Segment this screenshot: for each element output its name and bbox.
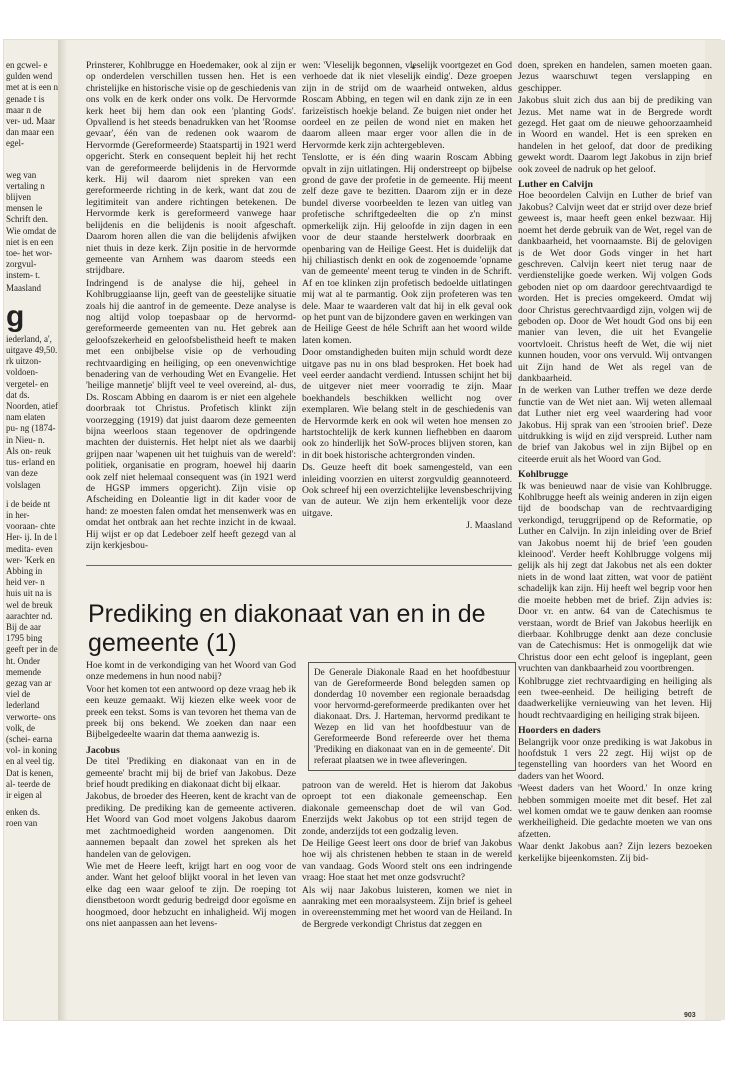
article-headline: Prediking en diakonaat van en in de gemeente (1): [88, 600, 486, 657]
section-divider: [86, 565, 512, 566]
left-strip-text: enken ds. roen van: [6, 807, 40, 829]
paragraph: Als wij naar Jakobus luisteren, komen we niet in aanraking met een moraalsysteem. Zijn brief is geheel in overeenstemming met het woord van de Heiland. In de Bergrede verkondigt Christus dat zeggen en: [302, 884, 512, 930]
paragraph: Ik was benieuwd naar de visie van Kohlbrugge. Kohlbrugge heeft als weinig anderen in zijn eigen tijd de boodschap van de rechtvaardiging verkondigd, teruggrijpend op de Reformatie, op Luther en Calvijn. In zijn inleiding over de Brief van Jakobus noemt hij de brief 'een gouden kleinood'. Verder heeft Kohlbrugge volgens mij gelijk als hij zegt dat Jakobus net als een dokter niets in de wond laat zitten, wat voor de patiënt schadelijk kan zijn. Hij heeft wel begrip voor hen die moeite hebben met de brief. Zijn advies is: Door vr. en antw. 64 van de Catechismus te verstaan, wordt de Brief van Jakobus heerlijk en dierbaar. Kohlbrugge denkt aan deze conclusie van de Catechismus: Het is onmogelijk dat wie Christus door een echt geloof is ingeplant, geen vruchten van dankbaarheid zou voortbrengen.: [518, 480, 712, 675]
subheading-jacobus: Jacobus: [86, 744, 120, 756]
paragraph: Jakobus, de broeder des Heeren, kent de kracht van de prediking. De prediking kan de gemeente activeren. Het Woord van God moet volgens Jakobus daarom met zachtmoedigheid worden aangenomen. Dit aannemen bepaalt dan zowel het spreken als het handelen van de gelovigen.: [86, 791, 296, 860]
paragraph: doen, spreken en handelen, samen moeten gaan. Jezus waarschuwt tegen verslapping en geschipper.: [518, 60, 712, 94]
review-column-1: [86, 60, 296, 551]
paragraph: Indringend is de analyse die hij, geheel in Kohlbruggiaanse lijn, geeft van de geestelijke situatie zoals hij die aantrof in de gemeente. Deze analyse is nog altijd volop toepasbaar op de hervormd-gereformeerde gemeenten van nu. Het gebrek aan geloofszekerheid en geloofsbelistheid heeft te maken met een onbijbelse visie op de verhouding rechtvaardiging en heiliging, op een onevenwichtige benadering van de verhouding Wet en Evangelie. Het 'heilige mannetje' blijft veel te veel overeind, al- dus, Ds. Roscam Abbing en daarom is er niet een algehele doorbraak tot Christus. Profetisch klinkt zijn voorzegging (1919) dat juist daarom deze gemeenten bijna weerloos staan tegenover de opdringende machten der duisternis. Het helpt niet als we daarbij grijpen naar 'wapenen uit het tuighuis van de wereld': politiek, organisatie en program, hoewel hij daarin ook zelf niet helemaal consequent was (in 1921 werd de HGSP immers opgericht). Zijn visie op Afscheiding en Doleantie ligt in dit kader voor de hand: ze moesten falen omdat het mensenwerk was en omdat het ontbrak aan het rechte inzicht in de kwaal. Hij wijst er op dat Ledeboer zelf heeft gezegd van al zijn kerkjesbou-: [86, 277, 296, 552]
left-strip-text: i de beide nt in her- vooraan- chte Her- ij. In de l medita- even wer- 'Kerk en Abbing in heid ver- n huis uit na is wel de breuk aarachter nd. Bij de aar 1795 bing geeft per in de ht. Onder memende gezag van ar viel de lederland verworte- ons volk, de (schei- earna vol- in koning en al veel tig. Dat is kenen, al- teerde de ir eigen al: [6, 498, 58, 800]
page-gutter: [58, 40, 68, 1020]
intro-box: De Generale Diakonale Raad en het hoofdbestuur van de Gereformeerde Bond belegden samen op donderdag 10 november een regionale beraadsdag voor hervormd-gereformeerde predikanten over het diakonaat. Drs. J. Harteman, hervormd predikant te Wezep en lid van het hoofdbestuur van de Gereformeerde Bond refereerde over het thema 'Prediking en diakonaat van en in de gemeente'. Dit referaat plaatsen we in twee afleveringen.: [308, 662, 516, 771]
page-number: 903: [684, 1012, 696, 1019]
subheading-luther-calvijn: Luther en Calvijn: [518, 179, 593, 191]
article-column-1: [86, 660, 296, 929]
article-column-2: [302, 780, 512, 930]
paragraph: wen: 'Vleselijk begonnen, vleselijk voortgezet en God verhoede dat ik niet vleselijk eindig'. Deze groepen zijn in de strijd om de waarheid ontweken, aldus Roscam Abbing, en tegen wil en dank zijn ze in een farizeïstisch hoekje beland. Ze buigen niet onder het oordeel en ze peilen de wond niet en maken het daarom alleen maar erger voor allen die in de Hervormde kerk zijn achtergebleven.: [302, 60, 512, 151]
paragraph: Belangrijk voor onze prediking is wat Jakobus in hoofdstuk 1 vers 22 zegt. Hij wijst op de tegenstelling van hoorders van het Woord en daders van het Woord.: [518, 736, 712, 782]
paragraph: In de werken van Luther treffen we deze derde functie van de Wet niet aan. Wij weten allemaal dat Luther niet erg veel waardering had voor Jakobus. Hij sprak van een 'strooien brief'. Deze uitdrukking is wijd en zijd verspreid. Luther nam de brief van Jakobus wel in zijn Bijbel op en citeerde eruit als het Woord van God.: [518, 385, 712, 465]
paragraph: Door omstandigheden buiten mijn schuld wordt deze uitgave pas nu in ons blad besproken. Het boek had veel eerder aandacht verdiend. Intussen schijnt het bij de uitgever niet meer voorradig te zijn. Maar boekhandels beschikken wellicht nog over exemplaren. Wie belang stelt in de geschiedenis van de Hervormde kerk en ook wil weten hoe mensen zo hartstochtelijk de kerk kunnen liefhebben en daarom ook zo hinderlijk het SoW-proces blijven storen, kan in dit boek historische achtergronden vinden.: [302, 347, 512, 461]
left-strip-text: weg van vertaling n blijven mensen le Schrift den. Wie omdat de niet is en een toe- het wor- zorgvul- instem- t.: [6, 169, 57, 281]
paragraph: Prinsterer, Kohlbrugge en Hoedemaker, ook al zijn er op onderdelen verschillen tussen hen. Het is een christelijke en historische visie op de geschiedenis van ons volk en de kerk onder ons volk. De Hervormde kerk heet bij hem dan ook een 'planting Gods'. Opvallend is het steeds benadrukken van het 'Roomse gevaar', één van de redenen ook waarom de Hervormde (Gereformeerde) Staatspartij in 1921 werd opgericht. Sterk en consequent bepleit hij het recht van de gereformeerde belijdenis in de Hervormde kerk. Hij wil daarom niet spreken van een gereformeerde richting in de kerk, want dat zou de legitimiteit van andere richtingen betekenen. De Hervormde kerk is gereformeerd vanwege haar belijdenis en die belijdenis is nooit afgeschaft. Daarom horen allen die van die belijdenis afwijken niet thuis in deze kerk. Zijn positie in de hervormde gemeente van Arnhem was daarom steeds een strijdbare.: [86, 60, 296, 277]
left-strip-heading-fragment: g: [6, 299, 25, 333]
subheading-hoorders-daders: Hoorders en daders: [518, 725, 601, 737]
paragraph: Hoe komt in de verkondiging van het Woord van God onze medemens in hun nood nabij?: [86, 660, 296, 683]
review-signature: J. Maasland: [466, 520, 512, 532]
paragraph: patroon van de wereld. Het is hierom dat Jakobus oproept tot een diakonale gemeenschap. Een diakonale gemeenschap doet de wil van God. Enerzijds wekt Jakobus op tot een strijd tegen de zonde, anderzijds tot een godzalig leven.: [302, 780, 512, 837]
paragraph: De titel 'Prediking en diakonaat van en in de gemeente' bracht mij bij de brief van Jakobus. Deze brief houdt prediking en diakonaat dicht bij elkaar.: [86, 756, 296, 791]
paragraph: Tenslotte, er is één ding waarin Roscam Abbing opvalt in zijn uitlatingen. Hij onderstreept op bijbelse grond de gave der profetie in de gemeente. Hij meent zelf deze gave te bezitten. Daarom zijn er in deze bundel diverse voorbeelden te lezen van uitleg van profetische schriftgedeelten die op z'n minst opmerkelijk zijn. Hij geloofde in zijn dagen in een voor de deur staande herstelwerk doorbraak en openbaring van de Heilige Geest. Het is duidelijk dat hij chiliastisch denkt en ook de zogenoemde 'opname van de gemeente' meent terug te vinden in de Schrift. Af en toe klinken zijn profetisch bedoelde uitlatingen mij wat al te parmantig. Ook zijn profeteren was ten dele. Maar te waarderen valt dat hij in elk geval ook op het punt van de bijzondere gaven en werkingen van de Heilige Geest de héle Schrift aan het woord wilde laten komen.: [302, 152, 512, 346]
paragraph: Wie met de Heere leeft, krijgt hart en oog voor de ander. Want het geloof blijkt vooral in het leven van elke dag een waar geloof te zijn. De roeping tot dienstbetoon wordt gedurig bedreigd door egoïsme en hoogmoed, door hebzucht en inhaligheid. Wij mogen ons niet aanpassen aan het levens-: [86, 860, 296, 929]
paragraph: Hoe beoordelen Calvijn en Luther de brief van Jakobus? Calvijn weet dat er strijd over deze brief geweest is, maar heeft geen enkel bezwaar. Hij noemt het derde gebruik van de Wet, regel van de dankbaarheid, het voornaamste. Bij de gelovigen is de Wet door Gods vinger in het hart geschreven. Calvijn keert niet terug naar de verdienstelijke goede werken. Wij volgen Gods geboden niet op om daardoor gerechtvaardigd te worden. Het is precies omgekeerd. Omdat wij door Christus gerechtvaardigd zijn, volgen wij de geboden op. Door de Wet houdt God ons bij een manier van leven, die uit het Evangelie voortvloeit. Christus heeft de Wet, die wij niet kunnen houden, voor ons vervuld. Wij ontvangen uit Zijn hand de Wet als regel van de dankbaarheid.: [518, 190, 712, 384]
paragraph: Waar denkt Jakobus aan? Zijn lezers bezoeken kerkelijke bijeenkomsten. Zij bid-: [518, 841, 712, 864]
left-strip-signature: Maasland: [6, 282, 41, 293]
left-strip-column: [6, 60, 58, 830]
left-strip-text: en gcwel- e gulden wend met at is een n genade t is maar n de ver- ud. Maar dan maar een egel-: [6, 60, 58, 149]
article-column-3: [518, 60, 712, 864]
paragraph: De Heilige Geest leert ons door de brief van Jakobus hoe wij als christenen hebben te staan in de wereld van vandaag. Gods Woord stelt ons een indringende vraag: Hoe staat het met onze godsvrucht?: [302, 838, 512, 884]
left-strip-text: iederland, a', uitgave 49,50. rk uitzon- voldoen- vergetel- en dat ds. Noorden, atief nam elaten pu- ng (1874- in Nieu- n. Als on- reuk tus- erland en van deze volslagen: [6, 333, 58, 490]
subheading-kohlbrugge: Kohlbrugge: [518, 469, 569, 481]
paragraph: Ds. Geuze heeft dit boek samengesteld, van een inleiding voorzien en uiterst zorgvuldig geannoteerd. Ook schreef hij een overzichtelijke levensbeschrijving van de auteur. We zijn hem erkentelijk voor deze uitgave.: [302, 462, 512, 519]
paragraph: Voor het komen tot een antwoord op deze vraag heb ik een keuze gemaakt. Wij kiezen elke week voor de preek een tekst. Soms is van tevoren het thema van de preek bij ons bekend. We zoeken dan naar een Bijbelgedeelte waarin dat thema aanwezig is.: [86, 683, 296, 741]
paragraph: Jakobus sluit zich dus aan bij de prediking van Jezus. Met name wat in de Bergrede wordt gezegd. Het gaat om de nieuwe gehoorzaamheid in Woord en wandel. Het is een spreken en handelen in het geloof, dat door de prediking gewekt wordt. Daarom legt Jakobus in zijn brief ook zoveel de nadruk op het geloof.: [518, 95, 712, 175]
paragraph: Kohlbrugge ziet rechtvaardiging en heiliging als een twee-eenheid. De heiliging betreft de daadwerkelijke vernieuwing van het leven. Hij houdt rechtvaardiging en heiliging strak bijeen.: [518, 675, 712, 721]
paragraph: 'Weest daders van het Woord.' In onze kring hebben sommigen moeite met dit besef. Het zal wel komen omdat we te gauw denken aan roomse werkheiligheid. Die gedachte moeten we van ons afzetten.: [518, 783, 712, 840]
review-column-2: [302, 60, 512, 532]
